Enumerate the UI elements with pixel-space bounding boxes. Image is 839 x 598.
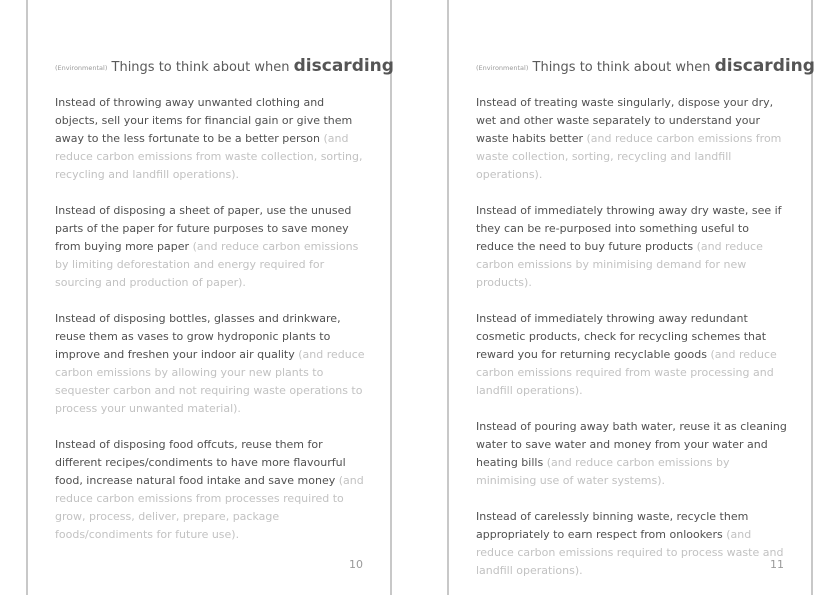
paragraph-aside: (and reduce carbon emissions by minimising use of water systems). <box>476 456 730 487</box>
paragraph-aside: (and reduce carbon emissions by minimising demand for new products). <box>476 240 763 289</box>
paragraph-aside: (and reduce carbon emissions from waste collection, sorting, recycling and landfill operations). <box>55 132 363 181</box>
paragraph-main: Instead of disposing food offcuts, reuse them for different recipes/condiments to have more flavourful food, increase natural food intake and save money <box>55 438 346 487</box>
page-content <box>55 54 394 562</box>
paragraph <box>476 508 788 580</box>
paragraph-main: Instead of immediately throwing away redundant cosmetic products, check for recycling schemes that reward you for returning recyclable goods <box>476 312 767 361</box>
heading-emphasis: discarding <box>293 56 394 76</box>
heading-tag: (Environmental) <box>476 64 529 72</box>
paragraph <box>476 310 788 400</box>
page-heading <box>476 54 815 80</box>
paragraph-main: Instead of disposing a sheet of paper, use the unused parts of the paper for future purposes to save money from buying more paper <box>55 204 352 253</box>
paragraph <box>55 94 367 184</box>
paragraph-aside: (and reduce carbon emissions from waste collection, sorting, recycling and landfill operations). <box>476 132 782 181</box>
paragraph-aside: (and reduce carbon emissions required from waste processing and landfill operations). <box>476 348 777 397</box>
paragraph-main: Instead of carelessly binning waste, recycle them appropriately to earn respect from onlookers <box>476 510 749 541</box>
paragraph-aside: (and reduce carbon emissions from processes required to grow, process, deliver, prepare, package foods/condiments for future use). <box>55 474 364 541</box>
heading-emphasis: discarding <box>714 56 815 76</box>
page-number: 10 <box>349 558 363 571</box>
paragraph <box>476 418 788 490</box>
paragraph <box>476 94 788 184</box>
paragraph-aside: (and reduce carbon emissions by limiting deforestation and energy required for sourcing and production of paper). <box>55 240 359 289</box>
paragraph-main: Instead of immediately throwing away dry waste, see if they can be re-purposed into something useful to reduce the need to buy future products <box>476 204 782 253</box>
paragraph-aside: (and reduce carbon emissions by allowing your new plants to sequester carbon and not requiring waste operations to process your unwanted material). <box>55 348 365 415</box>
page-right <box>447 0 813 595</box>
paragraph <box>55 202 367 292</box>
paragraph-main: Instead of pouring away bath water, reuse it as cleaning water to save water and money from your water and heating bills <box>476 420 787 469</box>
page-left <box>26 0 392 595</box>
paragraph <box>476 202 788 292</box>
paragraph-main: Instead of throwing away unwanted clothing and objects, sell your items for financial gain or give them away to the less fortunate to be a better person <box>55 96 353 145</box>
page-content <box>476 54 815 598</box>
page-number: 11 <box>770 558 784 571</box>
heading-text: Things to think about when <box>111 60 290 75</box>
paragraph-aside: (and reduce carbon emissions required to process waste and landfill operations). <box>476 528 784 577</box>
page-heading <box>55 54 394 80</box>
paragraph <box>55 310 367 418</box>
paragraph-main: Instead of treating waste singularly, dispose your dry, wet and other waste separately to understand your waste habits better <box>476 96 774 145</box>
paragraph-main: Instead of disposing bottles, glasses and drinkware, reuse them as vases to grow hydroponic plants to improve and freshen your indoor air quality <box>55 312 341 361</box>
paragraph <box>55 436 367 544</box>
heading-tag: (Environmental) <box>55 64 108 72</box>
heading-text: Things to think about when <box>532 60 711 75</box>
